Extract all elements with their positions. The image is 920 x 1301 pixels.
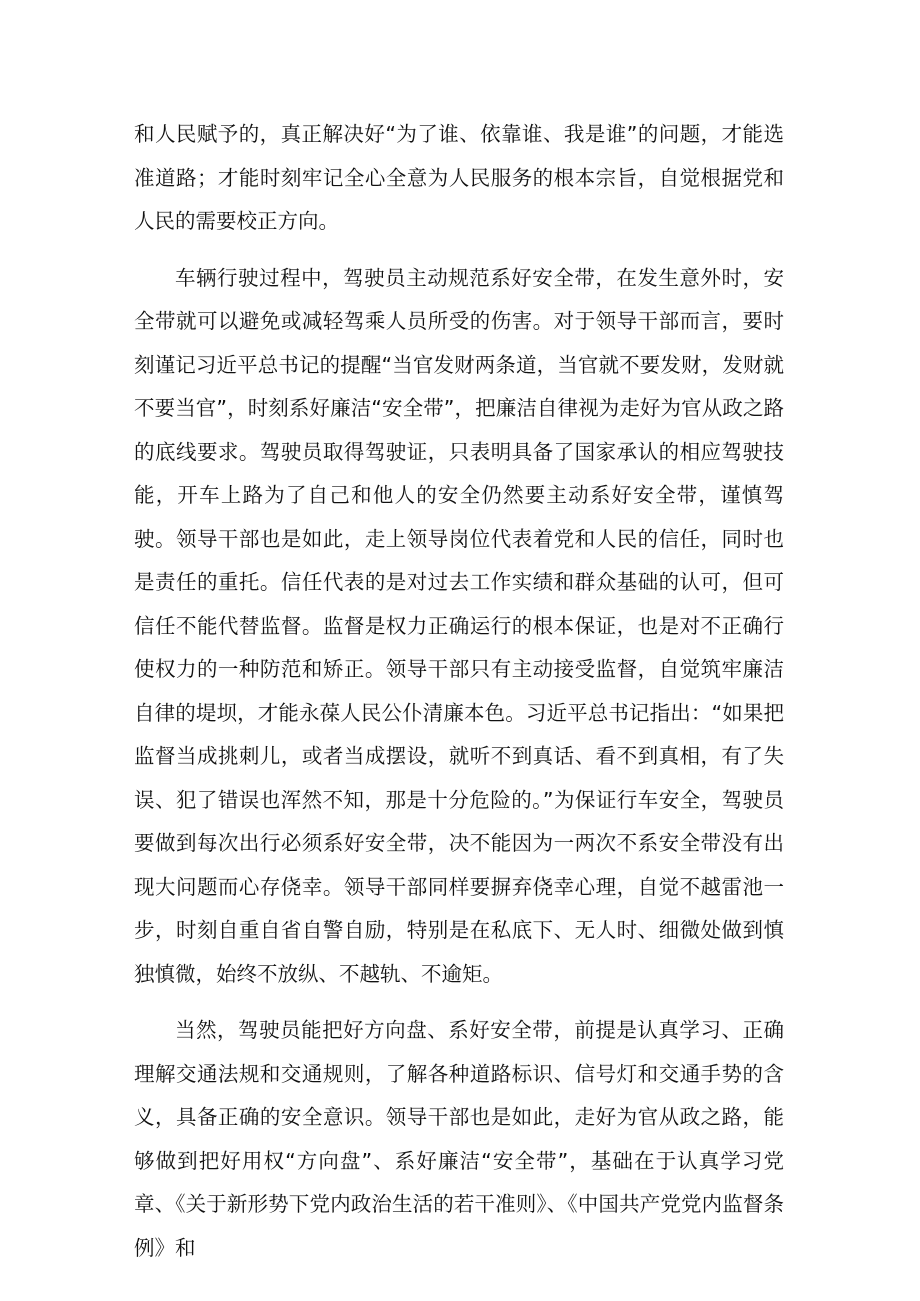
- paragraph-1: 和人民赋予的，真正解决好“为了谁、依靠谁、我是谁”的问题，才能选准道路；才能时刻牢记全心全意为人民服务的根本宗旨，自觉根据党和人民的需要校正方向。: [134, 122, 784, 233]
- paragraph-3: 当然，驾驶员能把好方向盘、系好安全带，前提是认真学习、正确理解交通法规和交通规则，了解各种道路标识、信号灯和交通手势的含义，具备正确的安全意识。领导干部也是如此，走好为官从政之路，能够做到把好用权“方向盘”、系好廉洁“安全带”，基础在于认真学习党章、《关于新形势下党内政治生活的若干准则》、《中国共产党党内监督条例》和: [134, 1018, 784, 1260]
- document-body: [134, 113, 784, 1270]
- paragraph-2: 车辆行驶过程中，驾驶员主动规范系好安全带，在发生意外时，安全带就可以避免或减轻驾乘人员所受的伤害。对于领导干部而言，要时刻谨记习近平总书记的提醒“当官发财两条道，当官就不要发财，发财就不要当官”，时刻系好廉洁“安全带”，把廉洁自律视为走好为官从政之路的底线要求。驾驶员取得驾驶证，只表明具备了国家承认的相应驾驶技能，开车上路为了自己和他人的安全仍然要主动系好安全带，谨慎驾驶。领导干部也是如此，走上领导岗位代表着党和人民的信任，同时也是责任的重托。信任代表的是对过去工作实绩和群众基础的认可，但可信任不能代替监督。监督是权力正确运行的根本保证，也是对不正确行使权力的一种防范和矫正。领导干部只有主动接受监督，自觉筑牢廉洁自律的堤坝，才能永葆人民公仆清廉本色。习近平总书记指出：“如果把监督当成挑刺儿，或者当成摆设，就听不到真话、看不到真相，有了失误、犯了错误也浑然不知，那是十分危险的。”为保证行车安全，驾驶员要做到每次出行必须系好安全带，决不能因为一两次不系安全带没有出现大问题而心存侥幸。领导干部同样要摒弃侥幸心理，自觉不越雷池一步，时刻自重自省自警自励，特别是在私底下、无人时、细微处做到慎独慎微，始终不放纵、不越轨、不逾矩。: [134, 265, 784, 986]
